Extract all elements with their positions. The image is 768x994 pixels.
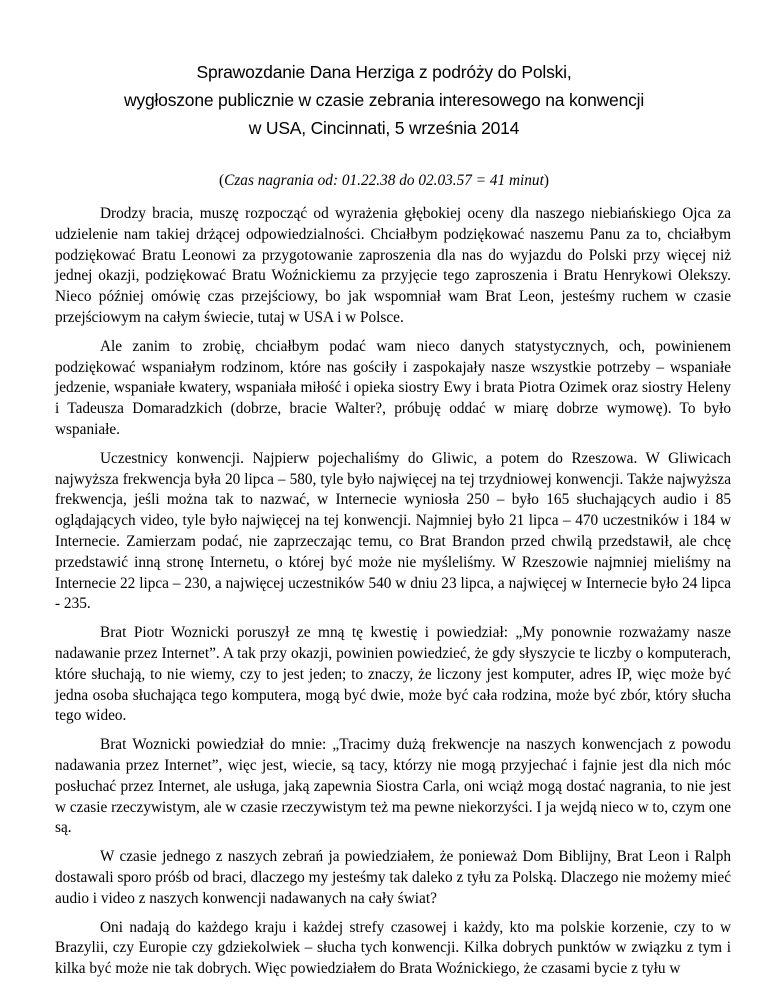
- paren-close: ): [543, 172, 549, 189]
- paren-open: (: [219, 172, 225, 189]
- paragraph: Uczestnicy konwencji. Najpierw pojechaliśmy do Gliwic, a potem do Rzeszowa. W Gliwicach najwyższa frekwencja była 20 lipca – 580, tyle było najwięcej na tej trzydniowej konwencji. Także najwyższa frekwencja, jeśli można tak to nazwać, w Internecie wyniosła 250 – było 165 słuchających audio i 85 oglądających video, tyle było najwięcej na tej konwencji. Najmniej było 21 lipca – 470 uczestników i 184 w Internecie. Zamierzam podać, nie zaprzeczając temu, co Brat Brandon przed chwilą przedstawił, ale chcę przedstawić inną stronę Internetu, o której być może nie myśleliśmy. W Rzeszowie najmniej mieliśmy na Internecie 22 lipca – 230, a najwięcej uczestników 540 w dniu 23 lipca, a najwięcej w Internecie było 24 lipca - 235.: [55, 449, 731, 613]
- paragraph: W czasie jednego z naszych zebrań ja powiedziałem, że ponieważ Dom Biblijny, Brat Leon i Ralph dostawali sporo próśb od braci, dlaczego my jesteśmy tak daleko z tyłu za Polską. Dlaczego nie możemy mieć audio i video z naszych konwencji nadawanych na cały świat?: [55, 848, 731, 907]
- paragraph: Brat Piotr Woznicki poruszył ze mną tę kwestię i powiedział: „My ponownie rozważamy nasze nadawanie przez Internet”. A tak przy okazji, powinien powiedzieć, że gdy słyszycie te liczby o komputerach, które słuchają, to nie wiemy, czy to jest jeden; to znaczy, że liczony jest komputer, adres IP, więc może być jedna osoba słuchająca tego komputera, mogą być dwie, może być cała rodzina, może być zbór, który słucha tego wideo.: [55, 624, 731, 725]
- title-line-2: wygłoszone publicznie w czasie zebrania interesowego na konwencji: [123, 90, 645, 110]
- recording-time-note: [0, 172, 768, 190]
- paragraph: Ale zanim to zrobię, chciałbym podać wam nieco danych statystycznych, och, powinienem podziękować wspaniałym rodzinom, które nas gościły i zaspokajały nasze wszystkie potrzeby – wspaniałe jedzenie, wspaniałe kwatery, wspaniała miłość i opieka siostry Ewy i brata Piotra Ozimek oraz siostry Heleny i Tadeusza Domaradzkich (dobrze, bracie Walter?, próbuję oddać w miarę dobrze wymowę). To było wspaniałe.: [55, 337, 731, 438]
- title-line-3: w USA, Cincinnati, 5 września 2014: [248, 118, 520, 138]
- document-body: [55, 204, 731, 988]
- title-line-1: Sprawozdanie Dana Herziga z podróży do Polski,: [196, 62, 572, 82]
- paragraph: Oni nadają do każdego kraju i każdej strefy czasowej i każdy, kto ma polskie korzenie, czy to w Brazylii, czy Europie czy gdziekolwiek – słucha tych konwencji. Kilka dobrych punktów w związku z tym i kilka być może nie tak dobrych. Więc powiedziałem do Brata Woźnickiego, że czasami bycie z tyłu w: [55, 918, 731, 978]
- document-title: [0, 58, 768, 142]
- paragraph: Brat Woznicki powiedział do mnie: „Tracimy dużą frekwencje na naszych konwencjach z powodu nadawania przez Internet”, więc jest, wiecie, są tacy, którzy nie mogą przyjechać i fajnie jest dla nich móc posłuchać przez Internet, ale usługa, jaką zapewnia Siostra Carla, oni wciąż mogą dostać nagrania, to nie jest w czasie rzeczywistym, ale w czasie rzeczywistym też ma pewne niekorzyści. I ja wejdą nieco w to, czym one są.: [55, 736, 731, 837]
- recording-time-text: Czas nagrania od: 01.22.38 do 02.03.57 = 41 minut: [224, 172, 544, 189]
- paragraph: Drodzy bracia, muszę rozpocząć od wyrażenia głębokiej oceny dla naszego niebiańskiego Ojca za udzielenie nam takiej drżącej odpowiedzialności. Chciałbym podziękować naszemu Panu za to, chciałbym podziękować Bratu Leonowi za przygotowanie zaproszenia dla nas do wyjazdu do Polski przy więcej niż jednej okazji, podziękować Bratu Woźnickiemu za przyjęcie tego zaproszenia i Bratu Henrykowi Olekszy. Nieco później omówię czas przejściowy, bo jak wspomniał wam Brat Leon, jesteśmy ruchem w czasie przejściowym na całym świecie, tutaj w USA i w Polsce.: [55, 205, 731, 326]
